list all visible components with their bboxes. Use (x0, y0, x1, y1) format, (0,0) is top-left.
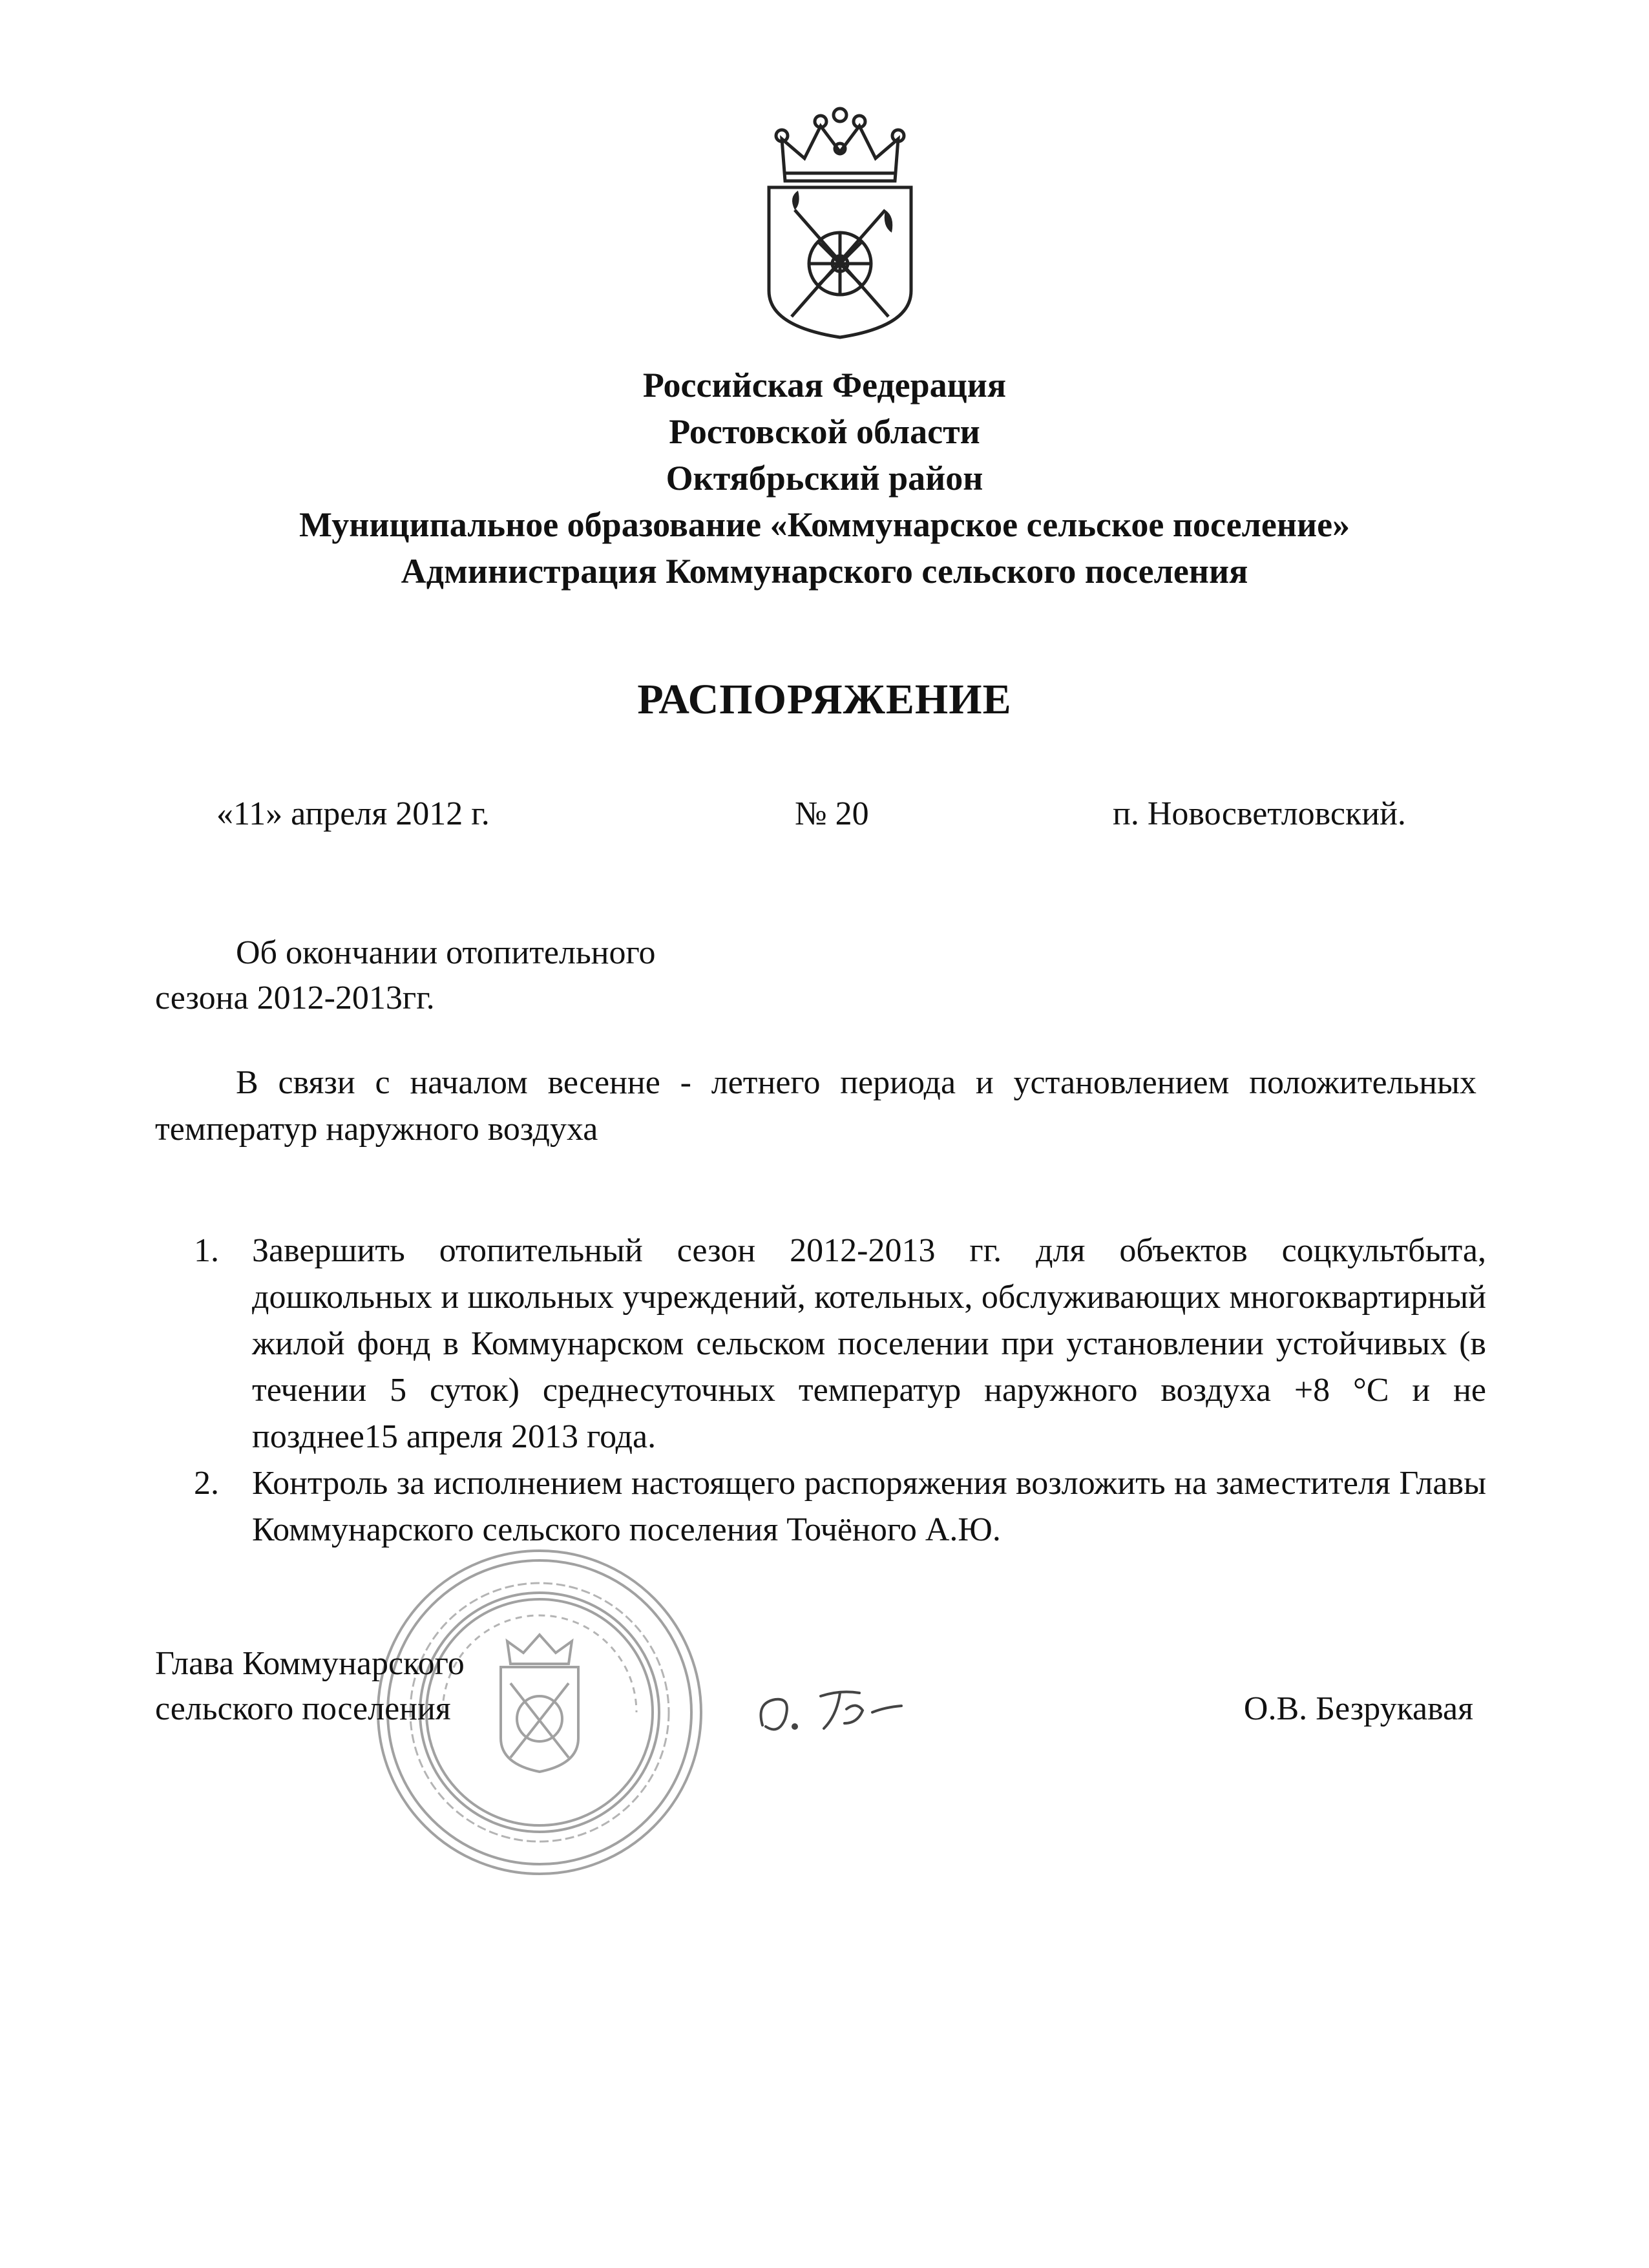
header-country: Российская Федерация (642, 366, 1007, 404)
orders-list (194, 1228, 1486, 1553)
document-number: № 20 (795, 795, 869, 832)
signatory-title-line-1: Глава Коммунарского (155, 1645, 465, 1682)
subject-line-1: Об окончании отопительного (236, 934, 656, 971)
issuer-header (0, 362, 1649, 594)
order-text: Контроль за исполнением настоящего распоряжения возложить на заместителя Главы Коммунарского сельского поселения Точёного А.Ю. (252, 1465, 1486, 1548)
document-title: РАСПОРЯЖЕНИЕ (637, 676, 1012, 723)
header-municipality: Муниципальное образование «Коммунарское сельское поселение» (299, 505, 1350, 544)
coat-of-arms-icon (759, 103, 921, 342)
order-number: 1. (194, 1232, 219, 1269)
document-subject (155, 930, 656, 1021)
order-text: Завершить отопительный сезон 2012-2013 гг. для объектов соцкультбыта, дошкольных и школьных учреждений, котельных, обслуживающих многоквартирный жилой фонд в Коммунарском сельском поселении при установлении устойчивых (в течении 5 суток) среднесуточных температур наружного воздуха +8 °С и не позднее15 апреля 2013 года. (252, 1232, 1486, 1455)
list-item (194, 1460, 1486, 1553)
signatory-title-line-2: сельского поселения (155, 1690, 451, 1727)
handwritten-signature-icon (750, 1667, 943, 1745)
document-place: п. Новосветловский. (1113, 795, 1406, 832)
signatory-name: О.В. Безрукавая (1243, 1690, 1473, 1727)
header-administration: Администрация Коммунарского сельского поселения (401, 552, 1248, 591)
header-region: Ростовской области (669, 412, 980, 451)
signatory-title (155, 1641, 465, 1732)
subject-line-2: сезона 2012-2013гг. (155, 980, 435, 1016)
document-date: «11» апреля 2012 г. (216, 795, 490, 832)
list-item (194, 1228, 1486, 1460)
preamble-paragraph: В связи с началом весенне - летнего периода и установлением положительных температур наружного воздуха (155, 1064, 1476, 1148)
order-number: 2. (194, 1465, 219, 1502)
header-district: Октябрьский район (666, 459, 983, 498)
